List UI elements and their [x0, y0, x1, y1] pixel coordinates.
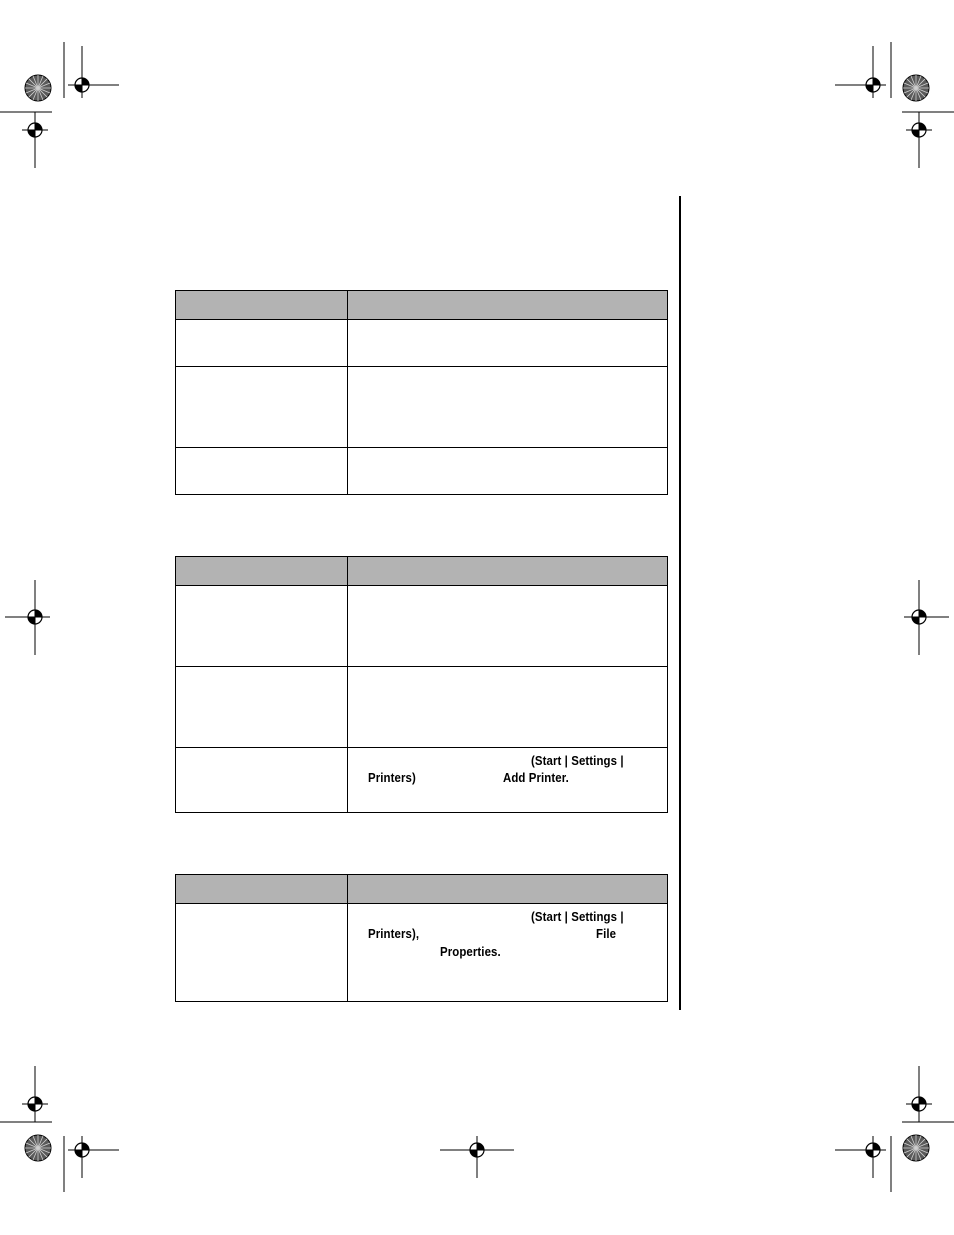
printers-label: Printers),: [368, 926, 420, 941]
table-row: [176, 748, 668, 813]
table-cell: [348, 667, 668, 748]
table-cell: [348, 748, 668, 813]
header-cell-1: [176, 875, 348, 904]
table-cell: [176, 586, 348, 667]
table-row: [176, 367, 668, 448]
table-row: [176, 904, 668, 1002]
start-settings-path: (Start | Settings |: [531, 909, 624, 924]
table-cell: [176, 367, 348, 448]
table-row: [176, 667, 668, 748]
table-cell: [176, 904, 348, 1002]
printers-label: Printers): [368, 770, 416, 785]
table-header-row: [176, 557, 668, 586]
table-cell: [348, 320, 668, 367]
start-settings-path: (Start | Settings |: [531, 753, 624, 768]
table-cell: [176, 748, 348, 813]
header-cell-2: [348, 291, 668, 320]
table-cell: [348, 367, 668, 448]
file-menu-label: File: [596, 926, 617, 941]
table-cell: [176, 320, 348, 367]
table-row: [176, 320, 668, 367]
properties-label: Properties.: [440, 944, 501, 959]
table-cell: [348, 448, 668, 495]
header-cell-1: [176, 557, 348, 586]
table-3: [175, 874, 668, 1002]
header-cell-2: [348, 875, 668, 904]
table-2: [175, 556, 668, 813]
table-cell: [348, 904, 668, 1002]
table-cell: [176, 448, 348, 495]
table-row: [176, 448, 668, 495]
header-cell-1: [176, 291, 348, 320]
table-1: [175, 290, 668, 495]
table-header-row: [176, 875, 668, 904]
change-bar: [679, 196, 681, 1010]
add-printer-label: Add Printer.: [503, 770, 569, 785]
table-row: [176, 586, 668, 667]
table-cell: [176, 667, 348, 748]
table-cell: [348, 586, 668, 667]
table-header-row: [176, 291, 668, 320]
header-cell-2: [348, 557, 668, 586]
